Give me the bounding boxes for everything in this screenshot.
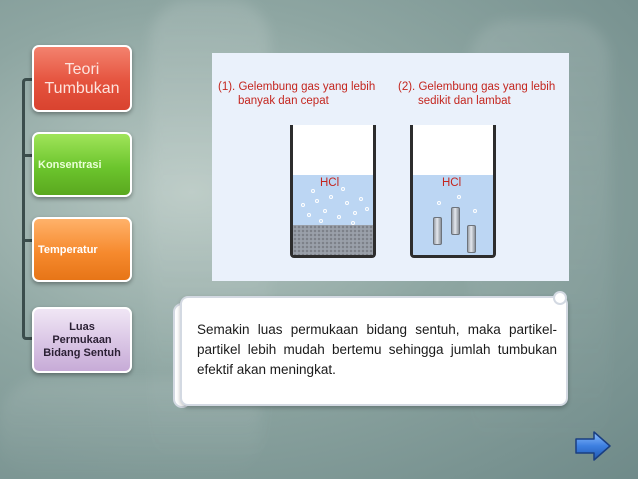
arrow-right-icon [574, 430, 612, 462]
nav-item-label-line2: Permukaan [52, 333, 112, 346]
nav-item-label-line1: Luas [69, 320, 95, 333]
beaker-chunks [410, 125, 496, 258]
nav-item-teori-tumbukan[interactable] [32, 45, 132, 112]
beaker-right-label: HCl [442, 177, 462, 189]
beaker-left-label: HCl [320, 177, 340, 189]
caption-right-line1: (2). Gelembung gas yang lebih [398, 81, 556, 93]
solid-chunk [451, 207, 460, 235]
caption-left-line2: banyak dan cepat [238, 95, 329, 107]
nav-item-label-line1: Teori [64, 60, 100, 78]
reaction-illustration [212, 53, 569, 281]
powdered-solid [293, 225, 373, 255]
nav-item-luas-permukaan[interactable] [32, 307, 132, 373]
nav-item-label: Konsentrasi [38, 158, 102, 171]
solid-chunk [433, 217, 442, 245]
note-text: Semakin luas permukaan bidang sentuh, maka partikel-partikel lebih mudah bertemu sehingga jumlah tumbukan efektif akan meningkat. [197, 322, 557, 377]
caption-right [398, 80, 568, 108]
caption-right-line2: sedikit dan lambat [418, 95, 511, 107]
solid-chunk [467, 225, 476, 253]
nav-item-label: Temperatur [38, 243, 98, 256]
nav-item-temperatur[interactable] [32, 217, 132, 282]
beaker-powder [290, 125, 376, 258]
nav-item-konsentrasi[interactable] [32, 132, 132, 197]
caption-left [218, 80, 388, 108]
nav-item-label-line3: Bidang Sentuh [43, 346, 121, 359]
nav-connector [22, 78, 34, 340]
caption-left-line1: (1). Gelembung gas yang lebih [218, 81, 376, 93]
next-button[interactable] [574, 430, 612, 462]
nav-item-label-line2: Tumbukan [44, 79, 120, 97]
scroll-curl-right [553, 291, 567, 305]
